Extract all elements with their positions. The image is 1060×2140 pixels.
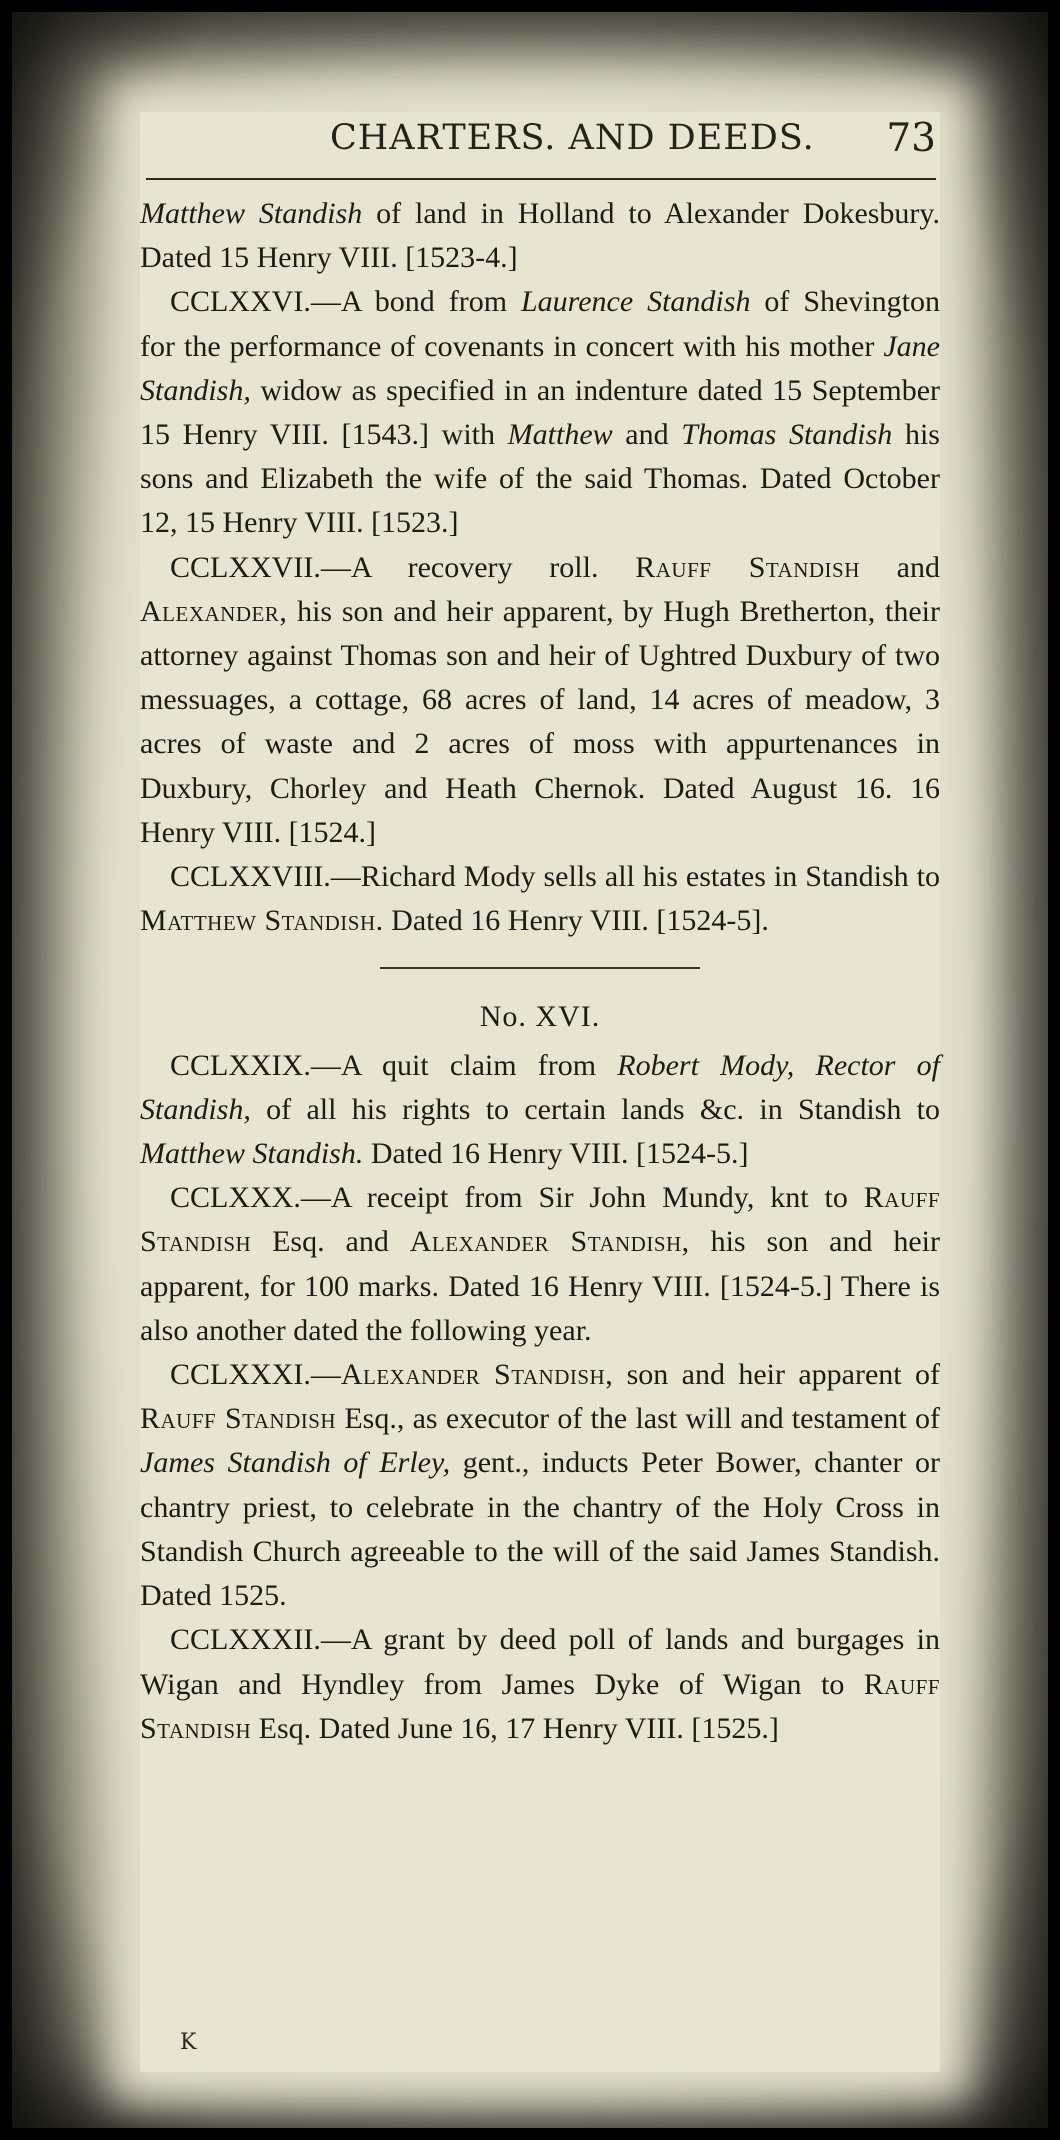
page-number: 73	[886, 116, 936, 161]
entry-cclxxxii: CCLXXXII.—A grant by deed poll of lands and burgages in Wigan and Hyndley from James Dyke of Wigan to Rauff Standish Esq. Dated June 16, 17 Henry VIII. [1525.]	[140, 1623, 940, 1745]
entry-cclxxix: CCLXXIX.—A quit claim from Robert Mody, Rector of Standish, of all his rights to certain lands &c. in Standish to Matthew Standish. Dated 16 Henry VIII. [1524-5.]	[140, 1048, 940, 1171]
entry-cclxxvii: CCLXXVII.—A recovery roll. Rauff Standish and Alexander, his son and heir apparent, by Hugh Bretherton, their attorney against Thomas son and heir of Ughtred Duxbury of two messuages, a cottage, 68 acres of land, 14 acres of meadow, 3 acres of waste and 2 acres of moss with appurtenances in Duxbury, Chorley and Heath Chernok. Dated August 16. 16 Henry VIII. [1524.]	[140, 550, 940, 849]
section-heading: No. XVI.	[479, 1000, 601, 1034]
page-body	[140, 192, 940, 1751]
header-rule	[146, 178, 936, 180]
section-divider	[380, 967, 700, 969]
signature-mark: K	[180, 2030, 197, 2055]
entry-cclxxvi: CCLXXVI.—A bond from Laurence Standish of Shevington for the performance of covenants in concert with his mother Jane Standish, widow as specified in an indenture dated 15 September 15 Henry VIII. [1543.] with Matthew and Thomas Standish his sons and Elizabeth the wife of the said Thomas. Dated October 12, 15 Henry VIII. [1523.]	[140, 285, 940, 540]
running-title: CHARTERS. AND DEEDS.	[330, 118, 815, 158]
page-header	[140, 116, 940, 176]
entry-cclxxxi: CCLXXXI.—Alexander Standish, son and heir apparent of Rauff Standish Esq., as executor of the last will and testament of James Standish of Erley, gent., inducts Peter Bower, chanter or chantry priest, to celebrate in the chantry of the Holy Cross in Standish Church agreeable to the will of the said James Standish. Dated 1525.	[140, 1358, 940, 1613]
paragraph-continued: Matthew Standish of land in Holland to Alexander Dokesbury. Dated 15 Henry VIII. [1523-4.]	[140, 197, 940, 275]
vignette-frame	[12, 12, 1048, 2128]
entry-cclxxx: CCLXXX.—A receipt from Sir John Mundy, knt to Rauff Standish Esq. and Alexander Standish, his son and heir apparent, for 100 marks. Dated 16 Henry VIII. [1524-5.] There is also another dated the following year.	[140, 1181, 940, 1347]
entry-cclxxviii: CCLXXVIII.—Richard Mody sells all his estates in Standish to Matthew Standish. Dated 16 Henry VIII. [1524-5].	[140, 860, 940, 938]
book-page	[140, 112, 940, 2072]
